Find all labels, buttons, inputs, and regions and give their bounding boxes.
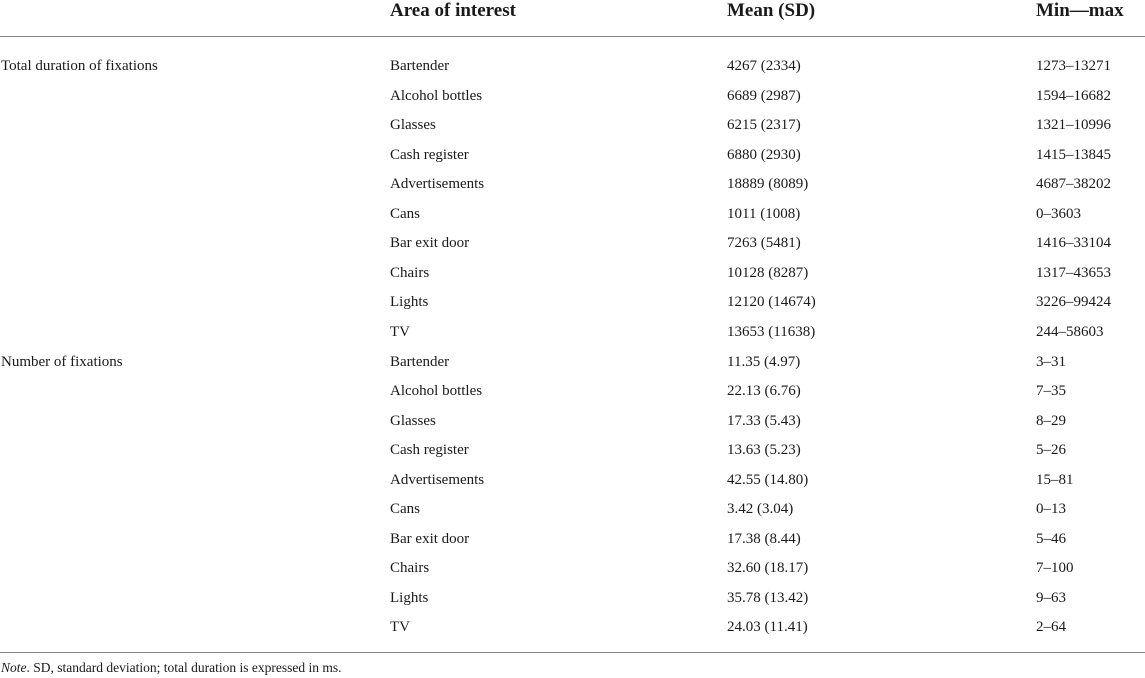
- cell-mean-sd: 4267 (2334): [727, 58, 801, 74]
- cell-mean-sd: 7263 (5481): [727, 235, 801, 252]
- cell-min-max: 244–58603: [1036, 323, 1104, 340]
- cell-area: Advertisements: [390, 471, 485, 488]
- table-row: [0, 323, 1145, 353]
- header-area-of-interest: Area of interest: [390, 0, 516, 21]
- cell-mean-sd: 12120 (14674): [727, 294, 816, 311]
- cell-mean-sd: 22.13 (6.76): [727, 383, 801, 400]
- cell-area: Cans: [390, 205, 420, 222]
- cell-min-max: 1415–13845: [1036, 146, 1111, 163]
- table-row: [0, 205, 1145, 235]
- cell-area: Bartender: [390, 353, 450, 370]
- cell-mean-sd: 35.78 (13.42): [727, 589, 809, 606]
- cell-min-max: 5–46: [1036, 530, 1066, 547]
- table-row: [0, 412, 1145, 442]
- cell-min-max: 2–64: [1036, 619, 1066, 636]
- cell-area: Bar exit door: [390, 530, 470, 547]
- table-row: [0, 471, 1145, 501]
- table-header: [0, 0, 1145, 36]
- cell-mean-sd: 11.35 (4.97): [727, 353, 801, 370]
- cell-mean-sd: 17.33 (5.43): [727, 412, 801, 429]
- cell-area: Bartender: [390, 58, 450, 74]
- table-note: [1, 660, 341, 676]
- cell-area: Glasses: [390, 117, 436, 134]
- table-row: [0, 234, 1145, 264]
- note-text: . SD, standard deviation; total duration is expressed in ms.: [26, 660, 342, 675]
- cell-area: Cash register: [390, 146, 469, 163]
- table-row: [0, 175, 1145, 205]
- cell-mean-sd: 3.42 (3.04): [727, 501, 794, 518]
- cell-mean-sd: 13653 (11638): [727, 323, 816, 340]
- cell-area: Alcohol bottles: [390, 383, 483, 400]
- cell-mean-sd: 10128 (8287): [727, 264, 809, 281]
- table-row: [0, 382, 1145, 412]
- table-row: [0, 618, 1145, 648]
- table-row: [0, 441, 1145, 471]
- table-row: [0, 530, 1145, 560]
- table-row: [0, 293, 1145, 323]
- bottom-rule: [0, 652, 1145, 653]
- cell-area: Lights: [390, 589, 429, 606]
- table-row: [0, 500, 1145, 530]
- table-row: [0, 264, 1145, 294]
- cell-area: Glasses: [390, 412, 436, 429]
- cell-area: Cash register: [390, 442, 469, 459]
- cell-min-max: 9–63: [1036, 589, 1066, 606]
- table-row: [0, 116, 1145, 146]
- cell-min-max: 3226–99424: [1036, 294, 1111, 311]
- cell-mean-sd: 13.63 (5.23): [727, 442, 801, 459]
- cell-mean-sd: 6880 (2930): [727, 146, 801, 163]
- cell-min-max: 1416–33104: [1036, 235, 1111, 252]
- cell-mean-sd: 6689 (2987): [727, 87, 801, 104]
- header-min-max: Min—max: [1036, 0, 1124, 21]
- cell-min-max: 1317–43653: [1036, 264, 1111, 281]
- cell-min-max: 1594–16682: [1036, 87, 1111, 104]
- cell-area: Cans: [390, 501, 420, 518]
- table-row: [0, 589, 1145, 619]
- cell-min-max: 3–31: [1036, 353, 1066, 370]
- cell-mean-sd: 17.38 (8.44): [727, 530, 801, 547]
- cell-area: Lights: [390, 294, 429, 311]
- cell-min-max: 5–26: [1036, 442, 1066, 459]
- cell-area: Chairs: [390, 264, 430, 281]
- cell-min-max: 4687–38202: [1036, 176, 1111, 193]
- cell-min-max: 15–81: [1036, 471, 1074, 488]
- cell-min-max: 0–13: [1036, 501, 1066, 518]
- note-label: Note: [1, 660, 27, 675]
- table-row: [0, 146, 1145, 176]
- table-row: [0, 57, 1145, 87]
- cell-mean-sd: 42.55 (14.80): [727, 471, 809, 488]
- group-label: Number of fixations: [1, 353, 123, 370]
- cell-min-max: 8–29: [1036, 412, 1066, 429]
- cell-area: Advertisements: [390, 176, 485, 193]
- cell-area: TV: [390, 323, 410, 340]
- cell-mean-sd: 24.03 (11.41): [727, 619, 808, 636]
- cell-min-max: 7–35: [1036, 383, 1066, 400]
- header-mean-sd: Mean (SD): [727, 0, 816, 21]
- cell-area: Bar exit door: [390, 235, 470, 252]
- table-row: [0, 87, 1145, 117]
- group-label: Total duration of fixations: [1, 58, 158, 74]
- cell-min-max: 1321–10996: [1036, 117, 1111, 134]
- cell-min-max: 0–3603: [1036, 205, 1081, 222]
- cell-min-max: 1273–13271: [1036, 58, 1111, 74]
- cell-mean-sd: 6215 (2317): [727, 117, 801, 134]
- cell-mean-sd: 18889 (8089): [727, 176, 809, 193]
- cell-mean-sd: 1011 (1008): [727, 205, 801, 222]
- table-row: [0, 559, 1145, 589]
- table-row: [0, 353, 1145, 383]
- cell-area: Chairs: [390, 560, 430, 577]
- cell-min-max: 7–100: [1036, 560, 1074, 577]
- cell-mean-sd: 32.60 (18.17): [727, 560, 809, 577]
- header-rule: [0, 36, 1145, 37]
- cell-area: TV: [390, 619, 410, 636]
- cell-area: Alcohol bottles: [390, 87, 483, 104]
